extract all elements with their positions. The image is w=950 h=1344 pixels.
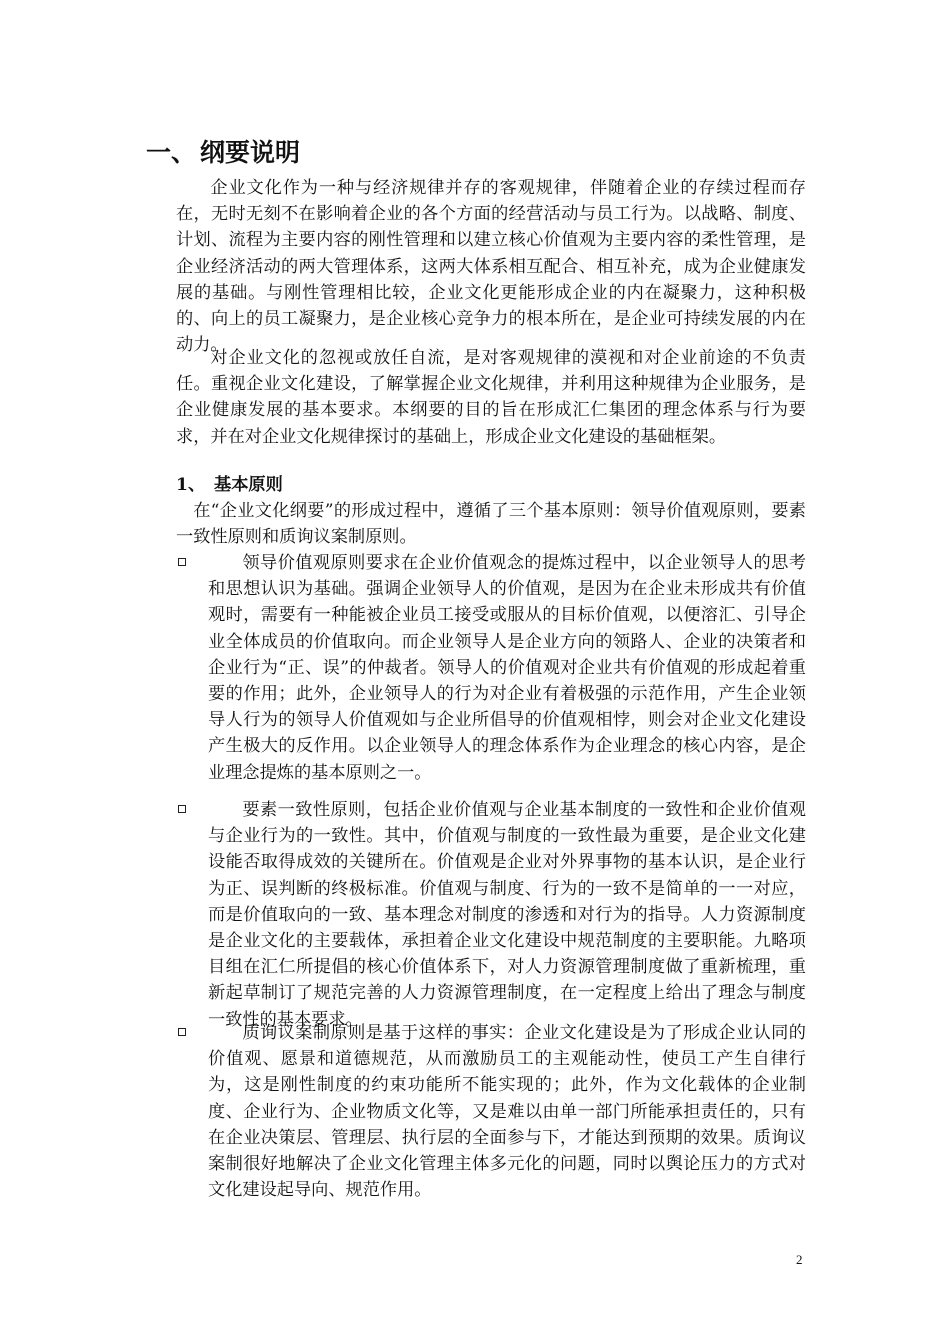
subsection-number: 1、: [176, 475, 206, 495]
section-title: 纲要说明: [200, 138, 301, 167]
list-item-text: 质询议案制原则是基于这样的事实：企业文化建设是为了形成企业认同的价值观、愿景和道德规范，从而激励员工的主观能动性，使员工产生自律行为，这是刚性制度的约束功能所不能实现的；此外，作为文化载体的企业制度、企业行为、企业物质文化等，又是难以由单一部门所能承担责任的，只有在企业决策层、管理层、执行层的全面参与下，才能达到预期的效果。质询议案制很好地解决了企业文化管理主体多元化的问题，同时以舆论压力的方式对文化建设起导向、规范作用。: [208, 1023, 806, 1201]
square-bullet-icon: [178, 558, 186, 566]
section-number: 一、: [146, 138, 197, 167]
subsection-intro: 在“企业文化纲要”的形成过程中，遵循了三个基本原则：领导价值观原则，要素一致性原则和质询议案制原则。: [176, 501, 806, 548]
square-bullet-icon: [178, 805, 186, 813]
section-heading: [146, 133, 300, 169]
paragraph-intro: 企业文化作为一种与经济规律并存的客观规律，伴随着企业的存续过程而存在，无时无刻不在影响着企业的各个方面的经营活动与员工行为。以战略、制度、计划、流程为主要内容的刚性管理和以建立核心价值观为主要内容的柔性管理，是企业经济活动的两大管理体系，这两大体系相互配合、相互补充，成为企业健康发展的基础。与刚性管理相比较，企业文化更能形成企业的内在凝聚力，这种积极的、向上的员工凝聚力，是企业核心竞争力的根本所在，是企业可持续发展的内在动力。: [176, 178, 806, 356]
list-item-text: 领导价值观原则要求在企业价值观念的提炼过程中，以企业领导人的思考和思想认识为基础。强调企业领导人的价值观，是因为在企业未形成共有价值观时，需要有一种能被企业员工接受或服从的目标价值观，以便溶汇、引导企业全体成员的价值取向。而企业领导人是企业方向的领路人、企业的决策者和企业行为“正、误”的仲裁者。领导人的价值观对企业共有价值观的形成起着重要的作用；此外，企业领导人的行为对企业有着极强的示范作用，产生企业领导人行为的领导人价值观如与企业所倡导的价值观相悖，则会对企业文化建设产生极大的反作用。以企业领导人的理念体系作为企业理念的核心内容，是企业理念提炼的基本原则之一。: [208, 553, 806, 783]
page-number: 2: [796, 1252, 803, 1267]
list-item-text: 要素一致性原则，包括企业价值观与企业基本制度的一致性和企业价值观与企业行为的一致性。其中，价值观与制度的一致性最为重要，是企业文化建设能否取得成效的关键所在。价值观是企业对外界事物的基本认识，是企业行为正、误判断的终极标准。价值观与制度、行为的一致不是简单的一一对应，而是价值取向的一致、基本理念对制度的渗透和对行为的指导。人力资源制度是企业文化的主要载体，承担着企业文化建设中规范制度的主要职能。九略项目组在汇仁所提倡的核心价值体系下，对人力资源管理制度做了重新梳理，重新起草制订了规范完善的人力资源管理制度，在一定程度上给出了理念与制度一致性的基本要求。: [208, 800, 806, 1030]
paragraph-importance: 对企业文化的忽视或放任自流，是对客观规律的漠视和对企业前途的不负责任。重视企业文化建设，了解掌握企业文化规律，并利用这种规律为企业服务，是企业健康发展的基本要求。本纲要的目的旨在形成汇仁集团的理念体系与行为要求，并在对企业文化规律探讨的基础上，形成企业文化建设的基础框架。: [176, 348, 806, 447]
subsection-title: 基本原则: [214, 475, 283, 495]
subsection-heading: [176, 472, 283, 498]
square-bullet-icon: [178, 1028, 186, 1036]
